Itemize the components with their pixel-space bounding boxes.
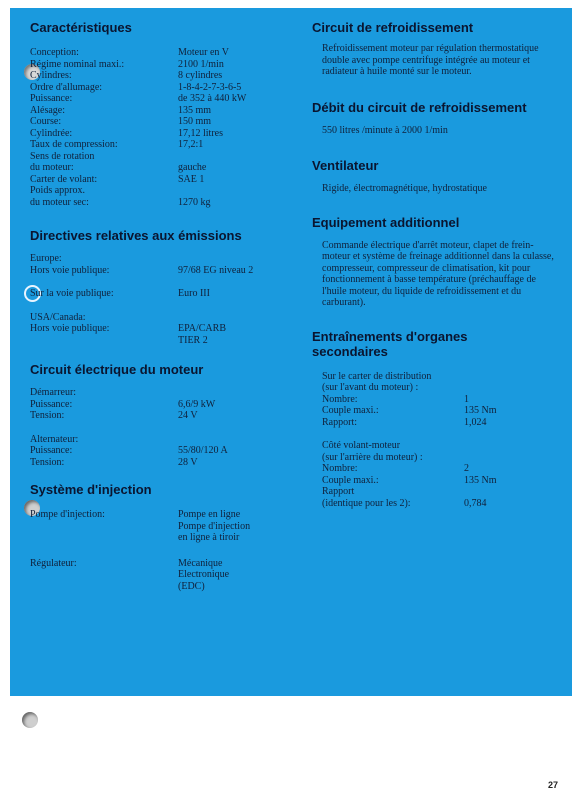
- text-equipement: Commande électrique d'arrêt moteur, clapet de frein-moteur et système de freinage additionnel dans la culasse, compresseur, compresseur de climatisation, kit pour fonctionnement à basse température (préchauffage de l'huile moteur, du liquide de refroidissement et du carburant).: [322, 239, 554, 308]
- heading-equipement: Equipement additionnel: [312, 214, 460, 230]
- emissions-usa-table: [30, 323, 285, 346]
- row-label: Hors voie publique:: [30, 323, 110, 334]
- row-value: 1270 kg: [178, 196, 211, 208]
- row-value: 55/80/120 A: [178, 445, 228, 456]
- row-value: 135 mm: [178, 104, 212, 116]
- row-label: Course:: [30, 116, 62, 127]
- regulateur-line: (EDC): [178, 580, 205, 592]
- heading-refroidissement: Circuit de refroidissement: [312, 20, 474, 35]
- group1-head-line2: (sur l'avant du moteur) :: [322, 382, 419, 393]
- row-label: Nombre:: [322, 393, 358, 405]
- heading-injection: Système d'injection: [30, 482, 152, 497]
- group2-head-line2: (sur l'arrière du moteur) :: [322, 451, 423, 463]
- row-value: EPA/CARB: [178, 323, 226, 334]
- row-label: Sens de rotation: [30, 150, 95, 162]
- row-value: 2100 1/min: [178, 58, 224, 70]
- row-label: Puissance:: [30, 445, 73, 456]
- row-label: Hors voie publique:: [30, 264, 110, 276]
- value-pompe-injection: [178, 509, 285, 544]
- pompe-line: en ligne à tiroir: [178, 532, 240, 543]
- row-value: 17,12 litres: [178, 127, 223, 139]
- injection-regulateur: [30, 558, 285, 593]
- row-label: Rapport:: [322, 416, 357, 428]
- row-value: 6,6/9 kW: [178, 398, 216, 410]
- row-value: Euro III: [178, 288, 210, 299]
- row-value: 2: [464, 463, 469, 474]
- pompe-line: Pompe en ligne: [178, 509, 241, 520]
- row-label: Tension:: [30, 410, 65, 421]
- group2-head-line1: Côté volant-moteur: [322, 440, 401, 451]
- row-value: 1,024: [464, 416, 487, 428]
- row-label: Poids approx.: [30, 185, 85, 196]
- row-label: (identique pour les 2):: [322, 497, 411, 509]
- row-label: Couple maxi.:: [322, 474, 379, 486]
- left-column: [30, 20, 285, 592]
- text-ventilateur: Rigide, électromagnétique, hydrostatique: [322, 183, 487, 194]
- row-value: 24 V: [178, 410, 198, 421]
- row-value: gauche: [178, 162, 207, 173]
- label-demarreur: Démarreur:: [30, 387, 77, 398]
- heading-debit: Débit du circuit de refroidissement: [312, 99, 527, 115]
- row-value: [464, 486, 560, 498]
- row-label: Puissance:: [30, 93, 73, 104]
- emissions-road-table: [30, 288, 285, 300]
- row-value: 8 cylindres: [178, 70, 223, 81]
- row-label: Conception:: [30, 47, 79, 58]
- row-value: 17,2:1: [178, 139, 204, 150]
- label-regulateur: Régulateur:: [30, 557, 77, 569]
- row-label: Carter de volant:: [30, 173, 98, 185]
- row-label: du moteur sec:: [30, 196, 89, 208]
- label-usa-canada: USA/Canada:: [30, 311, 86, 323]
- regulateur-line: Electronique: [178, 569, 230, 580]
- caracteristiques-table: [30, 47, 285, 208]
- text-debit: 550 litres /minute à 2000 1/min: [322, 124, 448, 136]
- row-value: 1: [464, 393, 469, 405]
- injection-pompe: [30, 509, 285, 544]
- row-label: Nombre:: [322, 463, 358, 474]
- row-label: Tension:: [30, 456, 65, 468]
- row-label: Rapport: [322, 486, 355, 497]
- group1-head-line1: Sur le carter de distribution: [322, 370, 432, 382]
- pompe-line: Pompe d'injection: [178, 520, 251, 532]
- label-europe: Europe:: [30, 253, 62, 264]
- label-alternateur: Alternateur:: [30, 433, 79, 445]
- alternateur-table: [30, 445, 285, 468]
- row-value: 28 V: [178, 456, 198, 468]
- row-value: 97/68 EG niveau 2: [178, 264, 254, 276]
- demarreur-table: [30, 399, 285, 422]
- row-label: Alésage:: [30, 104, 65, 116]
- entrainements-group2-table: [322, 463, 560, 509]
- row-value: 135 Nm: [464, 405, 497, 416]
- row-label: Sur la voie publique:: [30, 288, 114, 299]
- row-label: [30, 335, 178, 347]
- heading-ventilateur: Ventilateur: [312, 158, 379, 173]
- page-number: 27: [547, 780, 558, 790]
- row-value: SAE 1: [178, 173, 205, 185]
- row-value: 150 mm: [178, 116, 212, 127]
- entrainements-group1-table: [322, 394, 560, 429]
- row-label: du moteur:: [30, 162, 74, 173]
- row-label: Régime nominal maxi.:: [30, 58, 125, 70]
- row-label: Cylindrée:: [30, 127, 73, 139]
- label-pompe-injection: Pompe d'injection:: [30, 509, 105, 520]
- row-value: 135 Nm: [464, 474, 497, 486]
- value-regulateur: [178, 558, 285, 593]
- emissions-europe-table: [30, 265, 285, 277]
- heading-circuit-electrique: Circuit électrique du moteur: [30, 362, 204, 377]
- heading-entrainements: Entraînements d'organes secondaires: [312, 328, 468, 359]
- row-label: Couple maxi.:: [322, 405, 379, 416]
- row-label: Taux de compression:: [30, 139, 118, 150]
- right-column: [312, 20, 560, 509]
- regulateur-line: Mécanique: [178, 557, 223, 569]
- row-value: 1-8-4-2-7-3-6-5: [178, 81, 242, 93]
- text-refroidissement: Refroidissement moteur par régulation thermostatique double avec pompe centrifuge intégrée au moteur et radiateur à huile monté sur le moteur.: [322, 43, 539, 77]
- punch-hole-4: [22, 712, 38, 728]
- row-label: Ordre d'allumage:: [30, 81, 103, 93]
- row-value: de 352 à 440 kW: [178, 93, 247, 104]
- row-value: TIER 2: [178, 334, 208, 346]
- heading-caracteristiques: Caractéristiques: [30, 20, 132, 35]
- row-label: Cylindres:: [30, 70, 72, 81]
- row-label: Puissance:: [30, 398, 73, 410]
- row-value: [178, 151, 285, 163]
- row-value: 0,784: [464, 497, 487, 509]
- row-value: Moteur en V: [178, 47, 229, 58]
- heading-emissions: Directives relatives aux émissions: [30, 228, 242, 243]
- row-value: [178, 185, 285, 197]
